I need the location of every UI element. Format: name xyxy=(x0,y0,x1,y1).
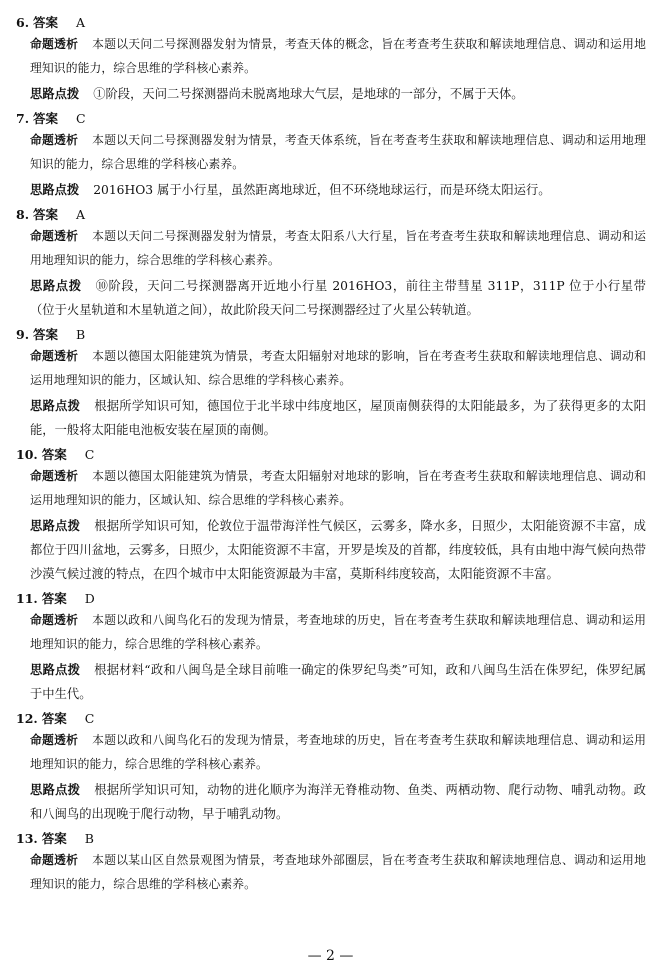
analysis-label: 命题透析 xyxy=(30,613,79,627)
analysis-label: 命题透析 xyxy=(30,37,79,51)
answer-label: 答案 xyxy=(41,831,67,846)
question-number: 10. xyxy=(16,447,38,462)
analysis-text: 本题以天问二号探测器发射为情景，考查天体系统，旨在考查考生获取和解读地理信息、调动和运用地理知识的能力，综合思维的学科核心素养。 xyxy=(30,133,646,171)
page-number: — 2 — xyxy=(307,948,354,964)
answer-item-12 xyxy=(16,710,646,826)
hint-label: 思路点拨 xyxy=(30,782,81,797)
analysis-text: 本题以某山区自然景观图为情景，考查地球外部圈层，旨在考查考生获取和解读地理信息、调动和运用地理知识的能力，综合思维的学科核心素养。 xyxy=(30,853,646,891)
answer-line xyxy=(16,830,646,848)
analysis-paragraph xyxy=(16,224,646,272)
answer-line xyxy=(16,206,646,224)
answer-line xyxy=(16,446,646,464)
answer-value: C xyxy=(84,711,95,726)
analysis-paragraph xyxy=(16,608,646,656)
answer-page xyxy=(16,10,646,898)
question-number: 13. xyxy=(16,831,38,846)
answer-line xyxy=(16,14,646,32)
answer-label: 答案 xyxy=(33,15,59,30)
hint-text: 根据所学知识可知，动物的进化顺序为海洋无脊椎动物、鱼类、两栖动物、爬行动物、哺乳动物。政和八闽鸟的出现晚于爬行动物，早于哺乳动物。 xyxy=(30,783,646,821)
question-number: 9. xyxy=(16,327,30,342)
hint-text: 根据所学知识可知，德国位于北半球中纬度地区，屋顶南侧获得的太阳能最多，为了获得更多的太阳能，一般将太阳能电池板安装在屋顶的南侧。 xyxy=(30,399,646,437)
hint-paragraph xyxy=(16,178,646,202)
answer-label: 答案 xyxy=(41,711,67,726)
analysis-paragraph xyxy=(16,344,646,392)
hint-paragraph xyxy=(16,658,646,706)
analysis-text: 本题以天问二号探测器发射为情景，考查天体的概念，旨在考查考生获取和解读地理信息、调动和运用地理知识的能力，综合思维的学科核心素养。 xyxy=(30,37,646,75)
answer-line xyxy=(16,590,646,608)
question-number: 12. xyxy=(16,711,38,726)
hint-label: 思路点拨 xyxy=(30,86,80,101)
answer-value: A xyxy=(76,15,86,30)
hint-label: 思路点拨 xyxy=(30,182,80,197)
analysis-label: 命题透析 xyxy=(30,469,79,483)
analysis-label: 命题透析 xyxy=(30,229,79,243)
analysis-paragraph xyxy=(16,128,646,176)
analysis-text: 本题以天问二号探测器发射为情景，考查太阳系八大行星，旨在考查考生获取和解读地理信息、调动和运用地理知识的能力，综合思维的学科核心素养。 xyxy=(30,229,646,267)
question-number: 6. xyxy=(16,15,30,30)
answer-label: 答案 xyxy=(33,207,59,222)
analysis-label: 命题透析 xyxy=(30,349,79,363)
analysis-paragraph xyxy=(16,848,646,896)
analysis-paragraph xyxy=(16,464,646,512)
answer-item-10 xyxy=(16,446,646,586)
answer-item-11 xyxy=(16,590,646,706)
answer-item-8 xyxy=(16,206,646,322)
analysis-text: 本题以德国太阳能建筑为情景，考查太阳辐射对地球的影响，旨在考查考生获取和解读地理信息、调动和运用地理知识的能力，区域认知、综合思维的学科核心素养。 xyxy=(30,469,646,507)
answer-value: D xyxy=(84,591,95,606)
answer-label: 答案 xyxy=(33,327,59,342)
answer-value: C xyxy=(76,111,86,126)
hint-text: 根据材料“政和八闽鸟是全球目前唯一确定的侏罗纪鸟类”可知，政和八闽鸟生活在侏罗纪，侏罗纪属于中生代。 xyxy=(30,663,646,701)
answer-label: 答案 xyxy=(41,591,67,606)
hint-paragraph xyxy=(16,514,646,586)
answer-value: C xyxy=(84,447,95,462)
hint-label: 思路点拨 xyxy=(30,518,81,533)
hint-paragraph xyxy=(16,394,646,442)
question-number: 8. xyxy=(16,207,30,222)
answer-label: 答案 xyxy=(41,447,67,462)
analysis-text: 本题以德国太阳能建筑为情景，考查太阳辐射对地球的影响，旨在考查考生获取和解读地理信息、调动和运用地理知识的能力，区域认知、综合思维的学科核心素养。 xyxy=(30,349,646,387)
analysis-label: 命题透析 xyxy=(30,853,79,867)
hint-label: 思路点拨 xyxy=(30,662,81,677)
answer-item-9 xyxy=(16,326,646,442)
answer-value: A xyxy=(76,207,86,222)
question-number: 7. xyxy=(16,111,30,126)
hint-label: 思路点拨 xyxy=(30,398,81,413)
analysis-paragraph xyxy=(16,32,646,80)
analysis-label: 命题透析 xyxy=(30,733,79,747)
answer-item-7 xyxy=(16,110,646,202)
hint-text: 2016HO3 属于小行星，虽然距离地球近，但不环绕地球运行，而是环绕太阳运行。 xyxy=(93,183,551,197)
question-number: 11. xyxy=(16,591,38,606)
analysis-label: 命题透析 xyxy=(30,133,79,147)
answer-item-13 xyxy=(16,830,646,896)
answer-line xyxy=(16,710,646,728)
hint-text: 根据所学知识可知，伦敦位于温带海洋性气候区，云雾多，降水多，日照少，太阳能资源不丰富，成都位于四川盆地，云雾多，日照少，太阳能资源不丰富，开罗是埃及的首都，纬度较低，具有由地中海气候向热带沙漠气候过渡的特点，在四个城市中太阳能资源最为丰富，莫斯科纬度较高，太阳能资源不丰富。 xyxy=(30,519,646,581)
analysis-text: 本题以政和八闽鸟化石的发现为情景，考查地球的历史，旨在考查考生获取和解读地理信息、调动和运用地理知识的能力，综合思维的学科核心素养。 xyxy=(30,733,646,771)
hint-paragraph xyxy=(16,82,646,106)
analysis-paragraph xyxy=(16,728,646,776)
hint-label: 思路点拨 xyxy=(30,278,82,293)
hint-paragraph xyxy=(16,778,646,826)
hint-text: ⑩阶段，天问二号探测器离开近地小行星 2016HO3，前往主带彗星 311P，311P 位于小行星带（位于火星轨道和木星轨道之间），故此阶段天问二号探测器经过了火星公转轨道。 xyxy=(30,279,646,317)
hint-text: ①阶段，天问二号探测器尚未脱离地球大气层，是地球的一部分，不属于天体。 xyxy=(93,87,524,101)
analysis-text: 本题以政和八闽鸟化石的发现为情景，考查地球的历史，旨在考查考生获取和解读地理信息、调动和运用地理知识的能力，综合思维的学科核心素养。 xyxy=(30,613,646,651)
answer-line xyxy=(16,326,646,344)
answer-value: B xyxy=(76,327,86,342)
hint-paragraph xyxy=(16,274,646,322)
answer-value: B xyxy=(84,831,94,846)
answer-item-6 xyxy=(16,14,646,106)
answer-line xyxy=(16,110,646,128)
answer-label: 答案 xyxy=(33,111,59,126)
